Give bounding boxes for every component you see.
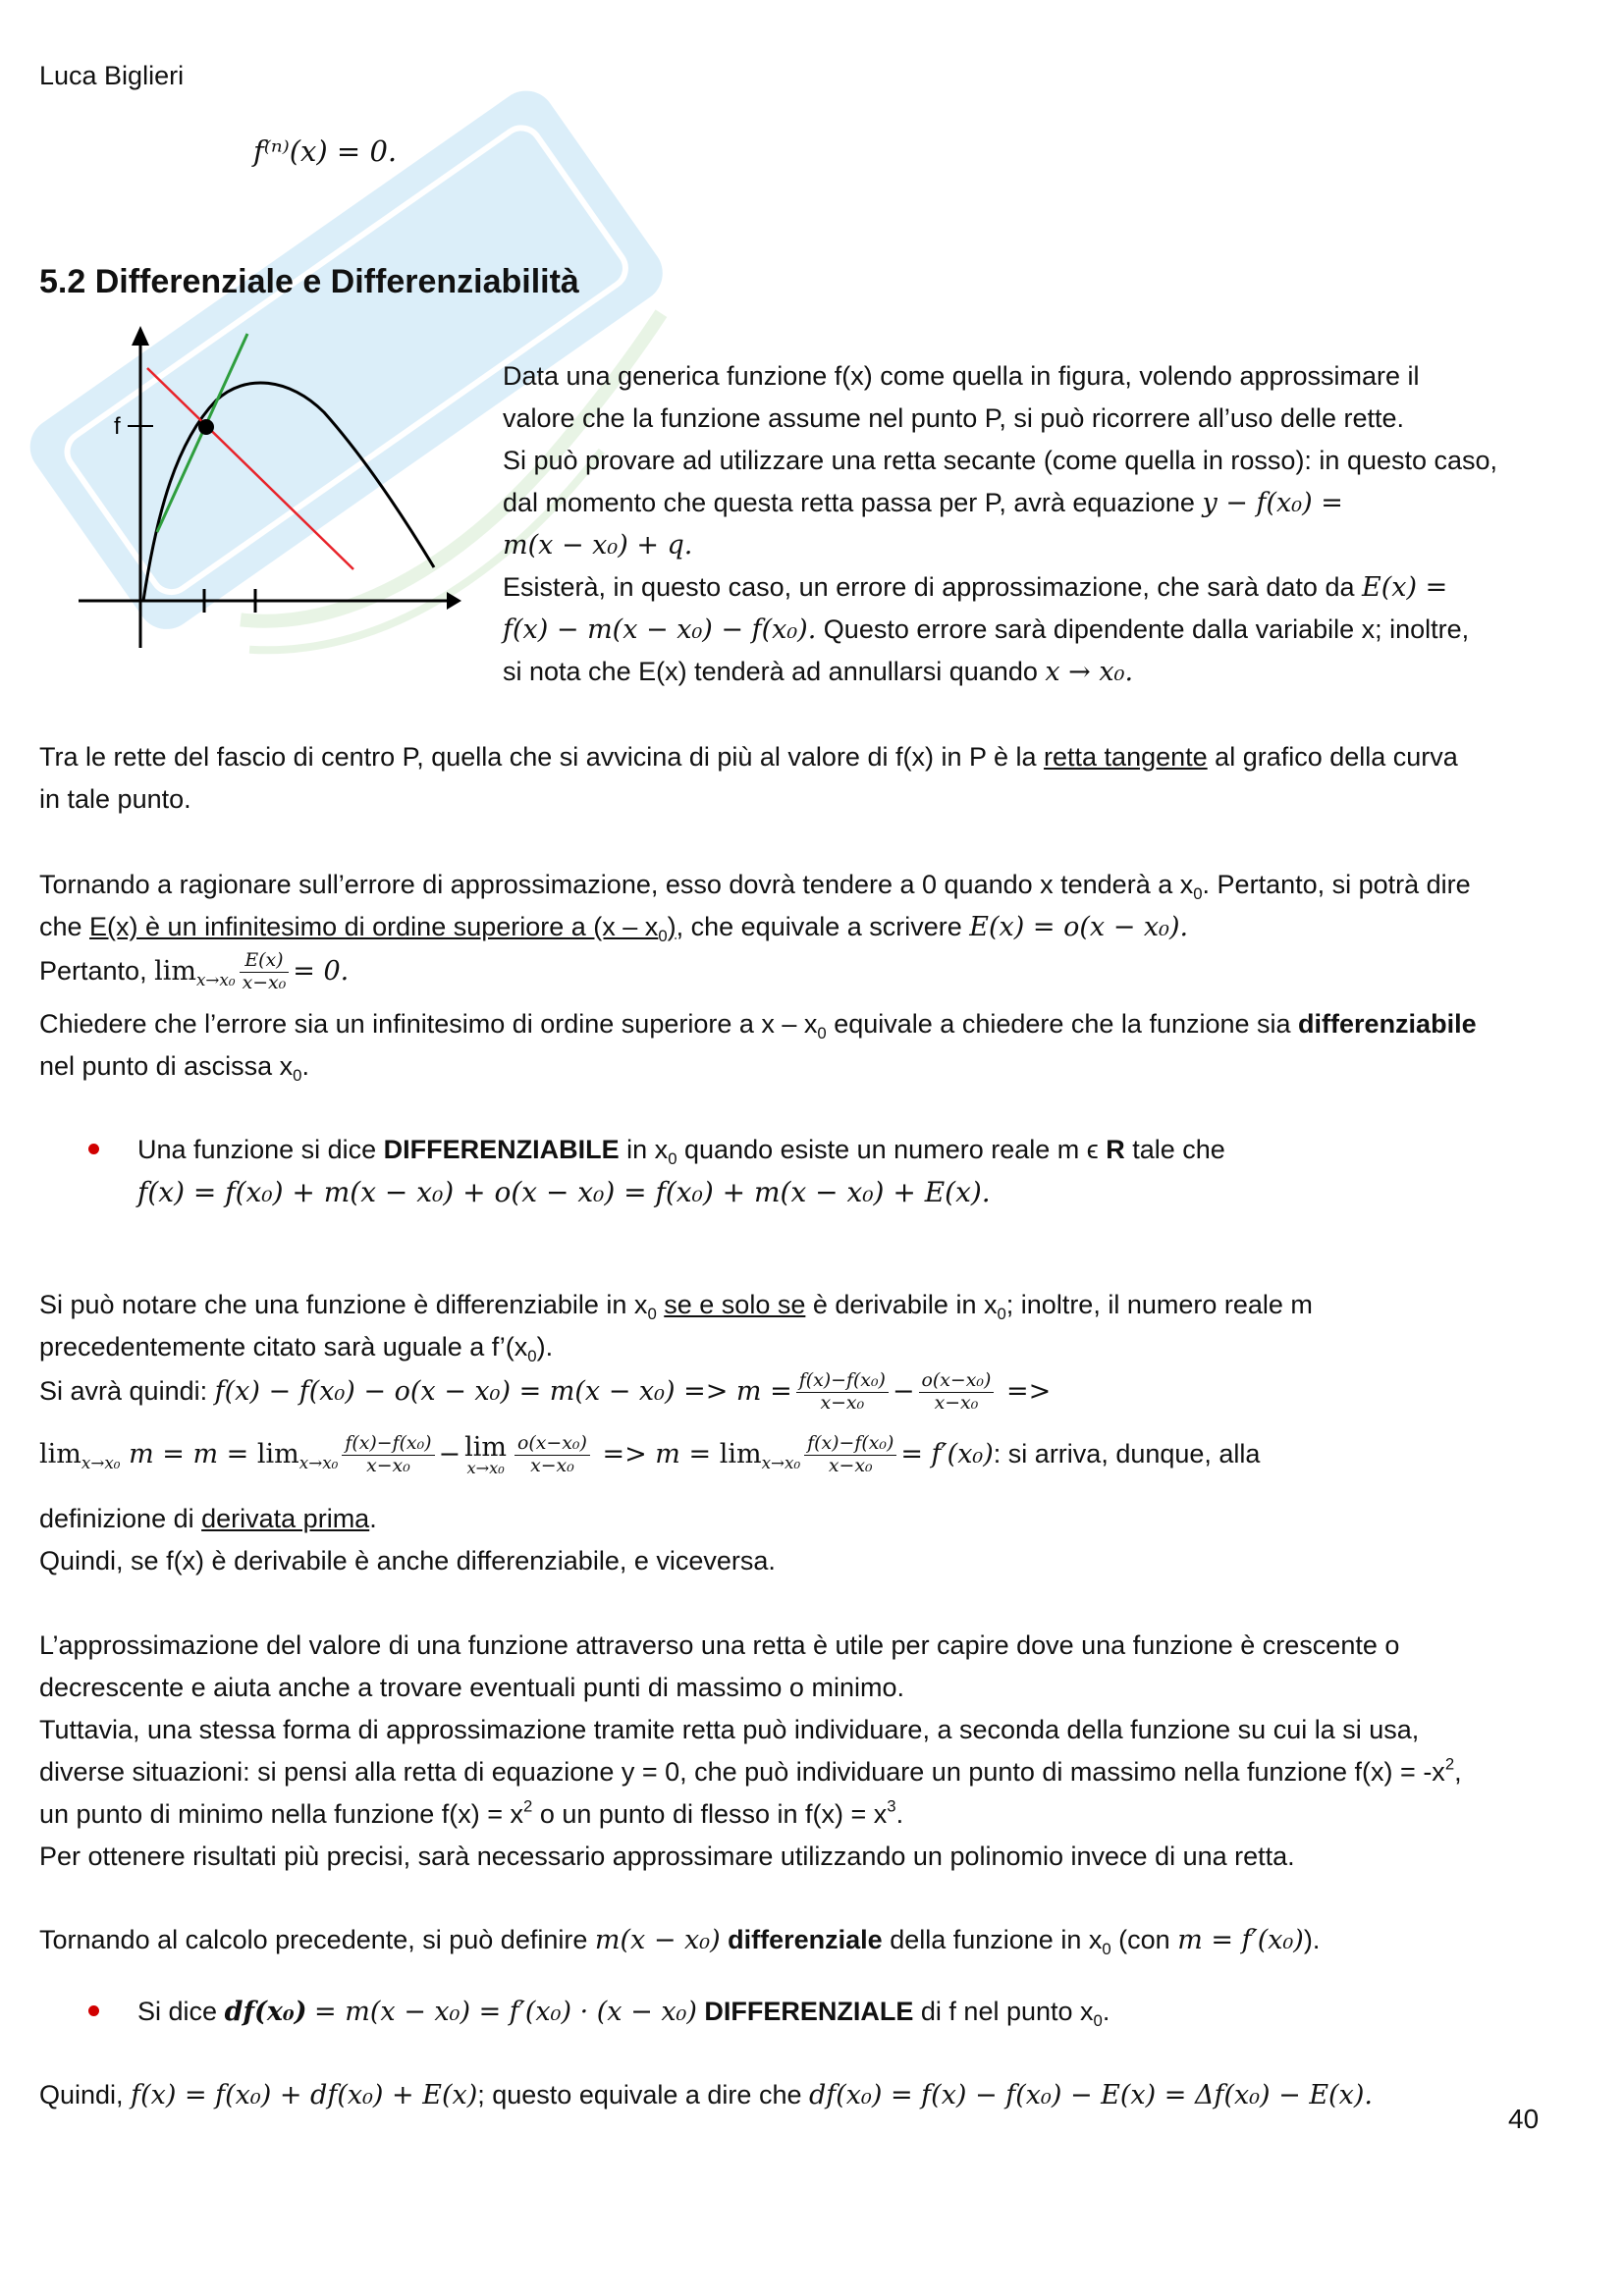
secant-line-red [147,368,353,569]
formula-nth-derivative: f⁽ⁿ⁾(x) = 0. [253,134,398,168]
author-header: Luca Biglieri [39,61,185,90]
secant-equation-part1: y − f(x₀) = [1202,488,1343,518]
deriv-paragraph-line-2: precedentemente citato sarà uguale a $f’(x_0)$. [39,1332,554,1365]
error-definition-part1: E(x) = [1362,572,1448,603]
intro-line-4: dal momento che questa retta passa per P, avrà equazione y − f(x₀) = [503,488,1343,518]
bullet-point-2 [88,2005,99,2016]
limit-condition: x → x₀. [1045,657,1134,687]
tangent-paragraph-line-1: Tra le rette del fascio di centro P, quella che si avvicina di più al valore di f(x) in P è la retta tangente al grafico della curva [39,742,1458,772]
y-axis-arrow [132,326,149,346]
intro-line-6: Esisterà, in questo caso, un errore di approssimazione, che sarà dato da E(x) = [503,572,1448,603]
final-equation-line: Quindi, f(x) = f(x₀) + df(x₀) + E(x); questo equivale a dire che df(x₀) = f(x) − f(x₀) − E(x) = Δf(x₀) − E(x). [39,2080,1373,2110]
limit-expression: $\lim_{x\to x_0}$ $\frac{E(x)}{\text{x−x₀}}$ = 0. [154,949,350,993]
point-p [198,419,214,435]
y-axis-label: f [114,413,121,440]
link-retta-tangente: retta tangente [1044,742,1208,772]
deriv-paragraph-line-6: Quindi, se f(x) è derivabile è anche differenziabile, e viceversa. [39,1546,776,1575]
deriv-paragraph-line-3: Si avrà quindi: f(x) − f(x₀) − o(x − x₀) = m(x − x₀) => m = $\frac{\text{f(x)−f(x₀)}}{\text{x−x₀}}$ − $\frac{\text{o(x−x₀)}}{\text{x−x₀}}$ => [39,1369,1052,1414]
definition-differenziabile: Una funzione si dice DIFFERENZIABILE in $x_0$ quando esiste un numero reale m ϵ R tale che [137,1135,1225,1168]
section-title: 5.2 Differenziale e Differenziabilità [39,263,579,300]
error-paragraph-line-1: Tornando a ragionare sull’errore di approssimazione, esso dovrà tendere a 0 quando x tenderà a $x_0$. Pertanto, si potrà dire [39,870,1471,903]
approx-paragraph-line-2: decrescente e aiuta anche a trovare eventuali punti di massimo o minimo. [39,1673,904,1702]
approx-paragraph-line-4: diverse situazioni: si pensi alla retta di equazione y = 0, che può individuare un punto di massimo nella funzione $f(x) = -x^2$, [39,1754,1462,1787]
differential-paragraph: Tornando al calcolo precedente, si può definire m(x − x₀) differenziale della funzione in $x_0$ (con m = f′(x₀)). [39,1925,1321,1958]
x-axis-arrow [447,592,461,610]
approx-paragraph-line-6: Per ottenere risultati più precisi, sarà necessario approssimare utilizzando un polinomio invece di una retta. [39,1842,1295,1871]
deriv-paragraph-line-5: definizione di derivata prima. [39,1504,377,1533]
link-derivata-prima: derivata prima [201,1504,370,1533]
intro-line-2: valore che la funzione assume nel punto P, si può ricorrere all’uso delle rette. [503,403,1405,433]
limit-derivation: $\lim_{x\to x_0} m = m = \lim_{x\to x_0}$ $\frac{\text{f(x)−f(x₀)}}{\text{x−x₀}}$ − lim x→x₀ $\frac{\text{o(x−x₀)}}{\text{x−x₀}}$ => $m = \lim_{x\to x_0}$ $\frac{\text{f(x)−f(x₀)}}{\text{x−x₀}}$ = f′(x₀) [39,1431,994,1477]
approx-paragraph-line-5: un punto di minimo nella funzione $f(x) = x^2$ o un punto di flesso in $f(x) = x^3$. [39,1796,904,1829]
intro-line-7: f(x) − m(x − x₀) − f(x₀). Questo errore sarà dipendente dalla variabile x; inoltre, [503,614,1470,645]
infinitesimo-underlined: E(x) è un infinitesimo di ordine superiore a $(x - x_0)$ [89,912,677,945]
approx-paragraph-line-3: Tuttavia, una stessa forma di approssimazione tramite retta può individuare, a seconda della funzione su cui la si usa, [39,1715,1420,1744]
error-paragraph-line-3: Pertanto, $\lim_{x\to x_0}$ $\frac{E(x)}{\text{x−x₀}}$ = 0. [39,949,350,993]
page-number: 40 [1508,2104,1540,2134]
secant-equation-part2: m(x − x₀) + q. [503,530,693,561]
tangent-paragraph-line-2: in tale punto. [39,784,191,814]
error-paragraph-line-2: che E(x) è un infinitesimo di ordine superiore a $(x - x_0)$, che equivale a scrivere E(x) = o(x − x₀). [39,912,1189,945]
intro-line-3: Si può provare ad utilizzare una retta secante (come quella in rosso): in questo caso, [503,446,1498,475]
m-derivation-equation: f(x) − f(x₀) − o(x − x₀) = m(x − x₀) => m = $\frac{\text{f(x)−f(x₀)}}{\text{x−x₀}}$ − $\frac{\text{o(x−x₀)}}{\text{x−x₀}}$ => [214,1369,1052,1414]
function-curve [143,383,434,601]
bold-differenziabile: differenziabile [1298,1009,1477,1039]
definition-equation: f(x) = f(x₀) + m(x − x₀) + o(x − x₀) = f(x₀) + m(x − x₀) + E(x). [137,1176,991,1208]
deriv-paragraph-line-1: Si può notare che una funzione è differenziabile in $x_0$ se e solo se è derivabile in $x_0$; inoltre, il numero reale m [39,1290,1313,1323]
little-o-equation: E(x) = o(x − x₀). [969,912,1189,942]
error-paragraph-line-5: nel punto di ascissa $x_0$. [39,1051,309,1085]
approx-paragraph-line-1: L’approssimazione del valore di una funzione attraverso una retta è utile per capire dove una funzione è crescente o [39,1630,1400,1660]
intro-line-8: si nota che E(x) tenderà ad annullarsi quando x → x₀. [503,657,1134,687]
function-graph [69,324,461,658]
error-definition-part2: f(x) − m(x − x₀) − f(x₀). [503,614,817,645]
bullet-point-1 [88,1144,99,1154]
error-paragraph-line-4: Chiedere che l’errore sia un infinitesimo di ordine superiore a x – $x_0$ equivale a chiedere che la funzione sia differenziabile [39,1009,1477,1042]
se-e-solo-se-underlined: se e solo se [664,1290,806,1319]
definition-differenziale: Si dice df(x₀) = m(x − x₀) = f′(x₀) · (x − x₀) DIFFERENZIALE di f nel punto $x_0$. [137,1997,1110,2030]
intro-line-1: Data una generica funzione f(x) come quella in figura, volendo approssimare il [503,361,1420,391]
deriv-paragraph-line-4: $\lim_{x\to x_0} m = m = \lim_{x\to x_0}$ $\frac{\text{f(x)−f(x₀)}}{\text{x−x₀}}$ − lim x→x₀ $\frac{\text{o(x−x₀)}}{\text{x−x₀}}$ => $m = \lim_{x\to x_0}$ $\frac{\text{f(x)−f(x₀)}}{\text{x−x₀}}$ = f′(x₀): si arriva, dunque, alla [39,1431,1261,1477]
